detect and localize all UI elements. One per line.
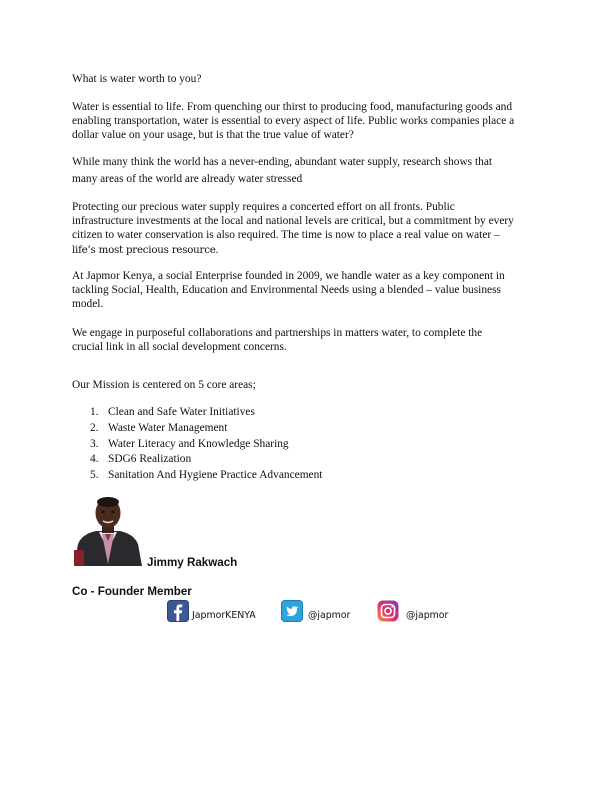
instagram-icon (377, 600, 399, 622)
facebook-handle[interactable]: JapmorKENYA (192, 610, 256, 621)
paragraph-collaborations: We engage in purposeful collaborations and partnerships in matters water, to complete the crucial link in all social development concerns. (72, 327, 483, 354)
mission-item: 5. Sanitation And Hygiene Practice Advancement (90, 469, 323, 482)
twitter-icon (281, 600, 303, 622)
twitter-link[interactable] (281, 598, 350, 622)
facebook-link[interactable] (167, 598, 256, 622)
founder-name: Jimmy Rakwach (147, 556, 238, 569)
mission-item: 4. SDG6 Realization (90, 453, 192, 466)
precious-resource-text: life’s most precious resource (72, 244, 216, 256)
mission-intro: Our Mission is centered on 5 core areas; (72, 379, 256, 391)
heading: What is water worth to you? (72, 73, 202, 85)
paragraph-water-stress: While many think the world has a never-ending, abundant water supply, research shows that many areas of the world are already water stressed (72, 156, 493, 186)
founder-role: Co - Founder Member (72, 585, 192, 598)
founder-photo (72, 494, 144, 566)
mission-list (72, 405, 322, 484)
mission-item: 2. Waste Water Management (90, 421, 228, 434)
portrait-image (72, 494, 144, 566)
paragraph-japmor-kenya: At Japmor Kenya, a social Enterprise founded in 2009, we handle water as a key component in tackling Social, Health, Education and Environmental Needs using a blended – value business model. (72, 270, 505, 311)
paragraph-value-of-water: Water is essential to life. From quenching our thirst to producing food, manufacturing goods and enabling transportation, water is essential to every aspect of life. Public works companies place a dollar value on your usage, but is that the true value of water? (72, 101, 515, 142)
instagram-link[interactable] (377, 598, 448, 622)
paragraph-protecting-water: Protecting our precious water supply requires a concerted effort on all fronts. Public infrastructure investments at the local and national levels are critical, but a commitment by every citizen to water conservation is also required. The time is now to place a real value on water – life’s most precious resource. (72, 201, 514, 256)
mission-item: 1. Clean and Safe Water Initiatives (90, 406, 255, 418)
instagram-handle[interactable]: @japmor (406, 610, 449, 621)
twitter-handle[interactable]: @japmor (308, 610, 351, 621)
facebook-icon (167, 600, 189, 622)
mission-item: 3. Water Literacy and Knowledge Sharing (90, 437, 289, 450)
